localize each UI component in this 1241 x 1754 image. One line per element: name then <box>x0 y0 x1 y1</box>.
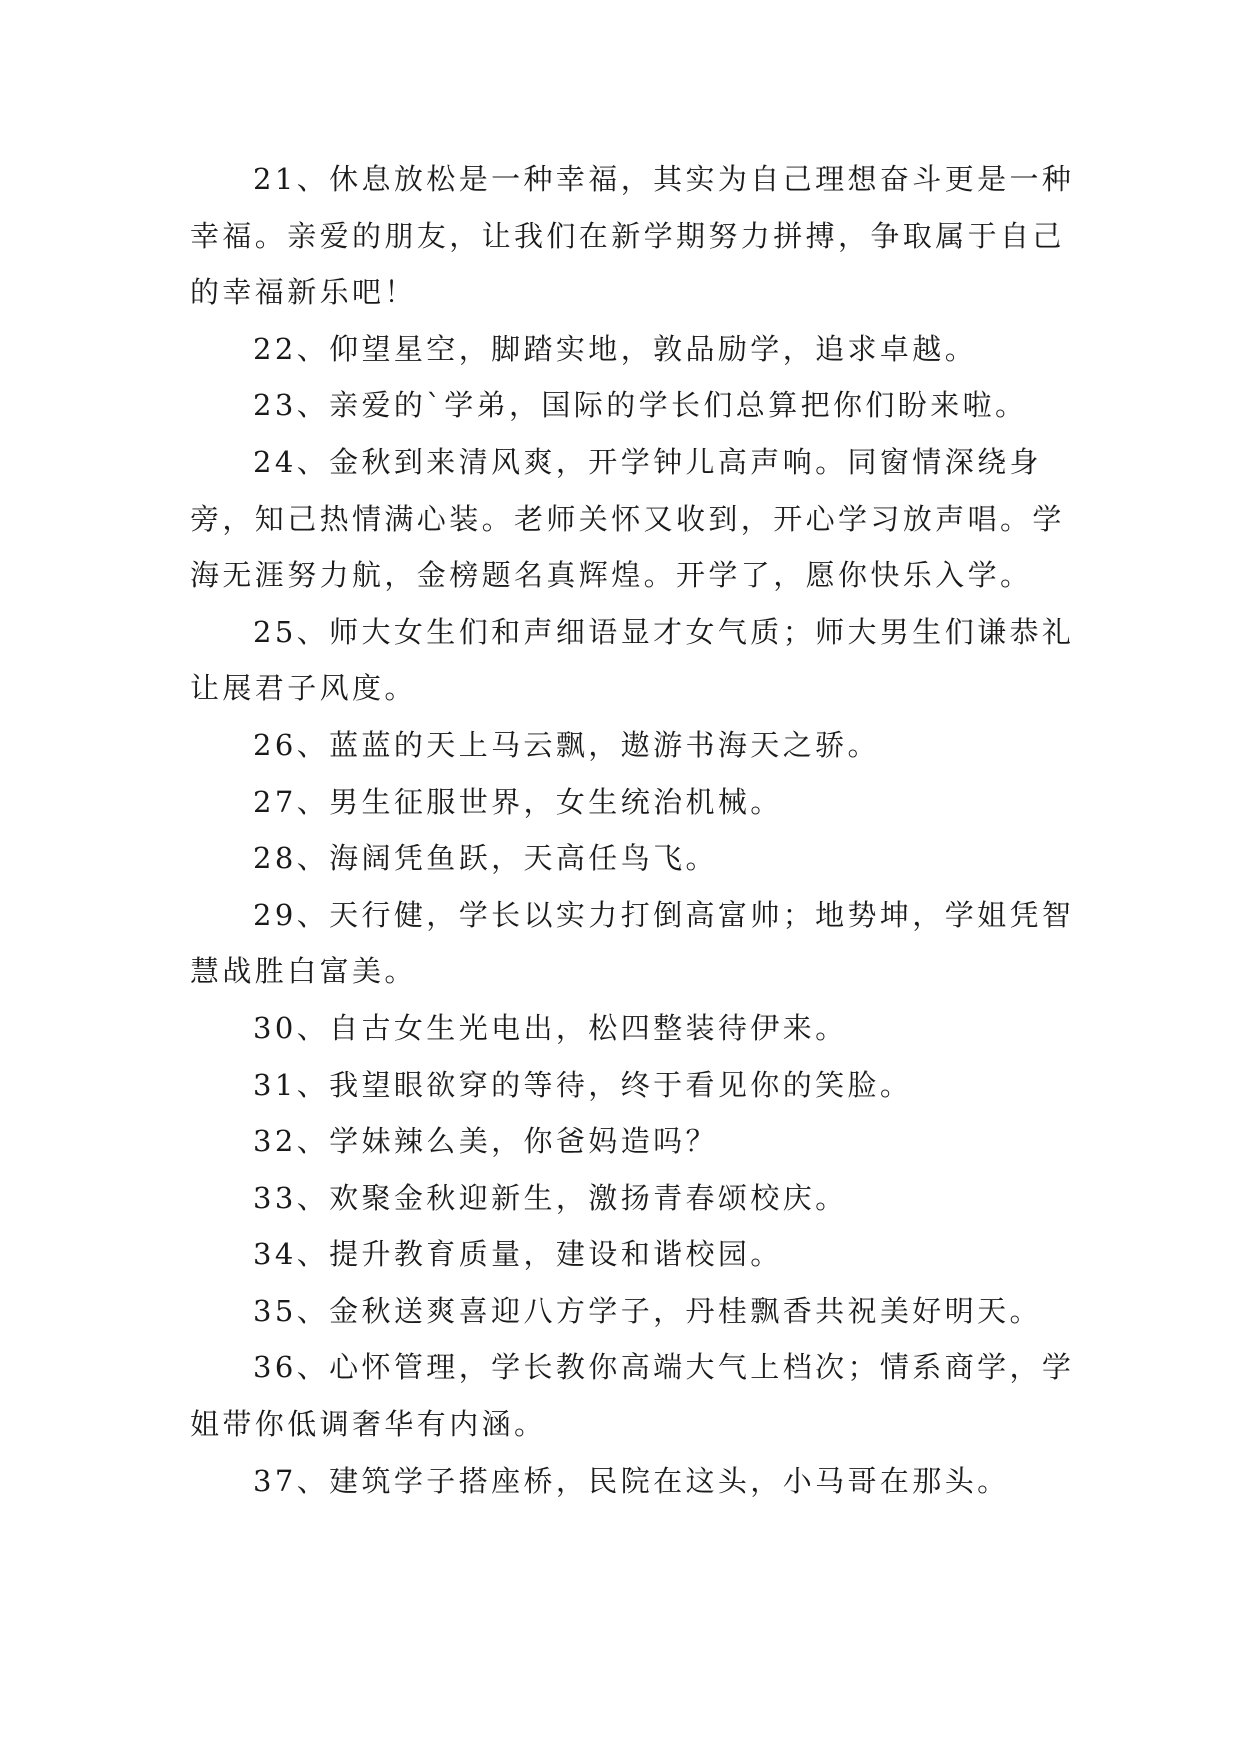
paragraph-34: 34、提升教育质量，建设和谐校园。 <box>253 1237 783 1272</box>
paragraph-22: 22、仰望星空，脚踏实地，敦品励学，追求卓越。 <box>253 331 978 366</box>
paragraph-36: 36、心怀管理，学长教你高端大气上档次；情系商学，学姐带你低调奢华有内涵。 <box>190 1350 1075 1442</box>
paragraph-21: 21、休息放松是一种幸福，其实为自己理想奋斗更是一种幸福。亲爱的朋友，让我们在新学期努力拼搏，争取属于自己的幸福新乐吧！ <box>190 162 1075 310</box>
paragraph-23: 23、亲爱的`学弟，国际的学长们总算把你们盼来啦。 <box>253 388 1028 423</box>
paragraph-29: 29、天行健，学长以实力打倒高富帅；地势坤，学姐凭智慧战胜白富美。 <box>190 897 1075 989</box>
paragraph-31: 31、我望眼欲穿的等待，终于看见你的笑脸。 <box>253 1067 913 1102</box>
paragraph-24: 24、金秋到来清风爽，开学钟儿高声响。同窗情深绕身旁，知己热情满心装。老师关怀又收到，开心学习放声唱。学海无涯努力航，金榜题名真辉煌。开学了，愿你快乐入学。 <box>190 444 1065 593</box>
paragraph-32: 32、学妹辣么美，你爸妈造吗？ <box>253 1124 718 1159</box>
paragraph-33: 33、欢聚金秋迎新生，激扬青春颂校庆。 <box>253 1180 848 1215</box>
document-body <box>190 151 1076 1509</box>
paragraph-37: 37、建筑学子搭座桥，民院在这头，小马哥在那头。 <box>253 1463 1010 1498</box>
paragraph-28: 28、海阔凭鱼跃，天高任鸟飞。 <box>253 841 718 876</box>
paragraph-35: 35、金秋送爽喜迎八方学子，丹桂飘香共祝美好明天。 <box>253 1293 1042 1328</box>
paragraph-27: 27、男生征服世界，女生统治机械。 <box>253 784 783 819</box>
paragraph-30: 30、自古女生光电出，松四整装待伊来。 <box>253 1010 848 1045</box>
paragraph-26: 26、蓝蓝的天上马云飘，遨游书海天之骄。 <box>253 727 880 762</box>
paragraph-25: 25、师大女生们和声细语显才女气质；师大男生们谦恭礼让展君子风度。 <box>190 614 1075 706</box>
